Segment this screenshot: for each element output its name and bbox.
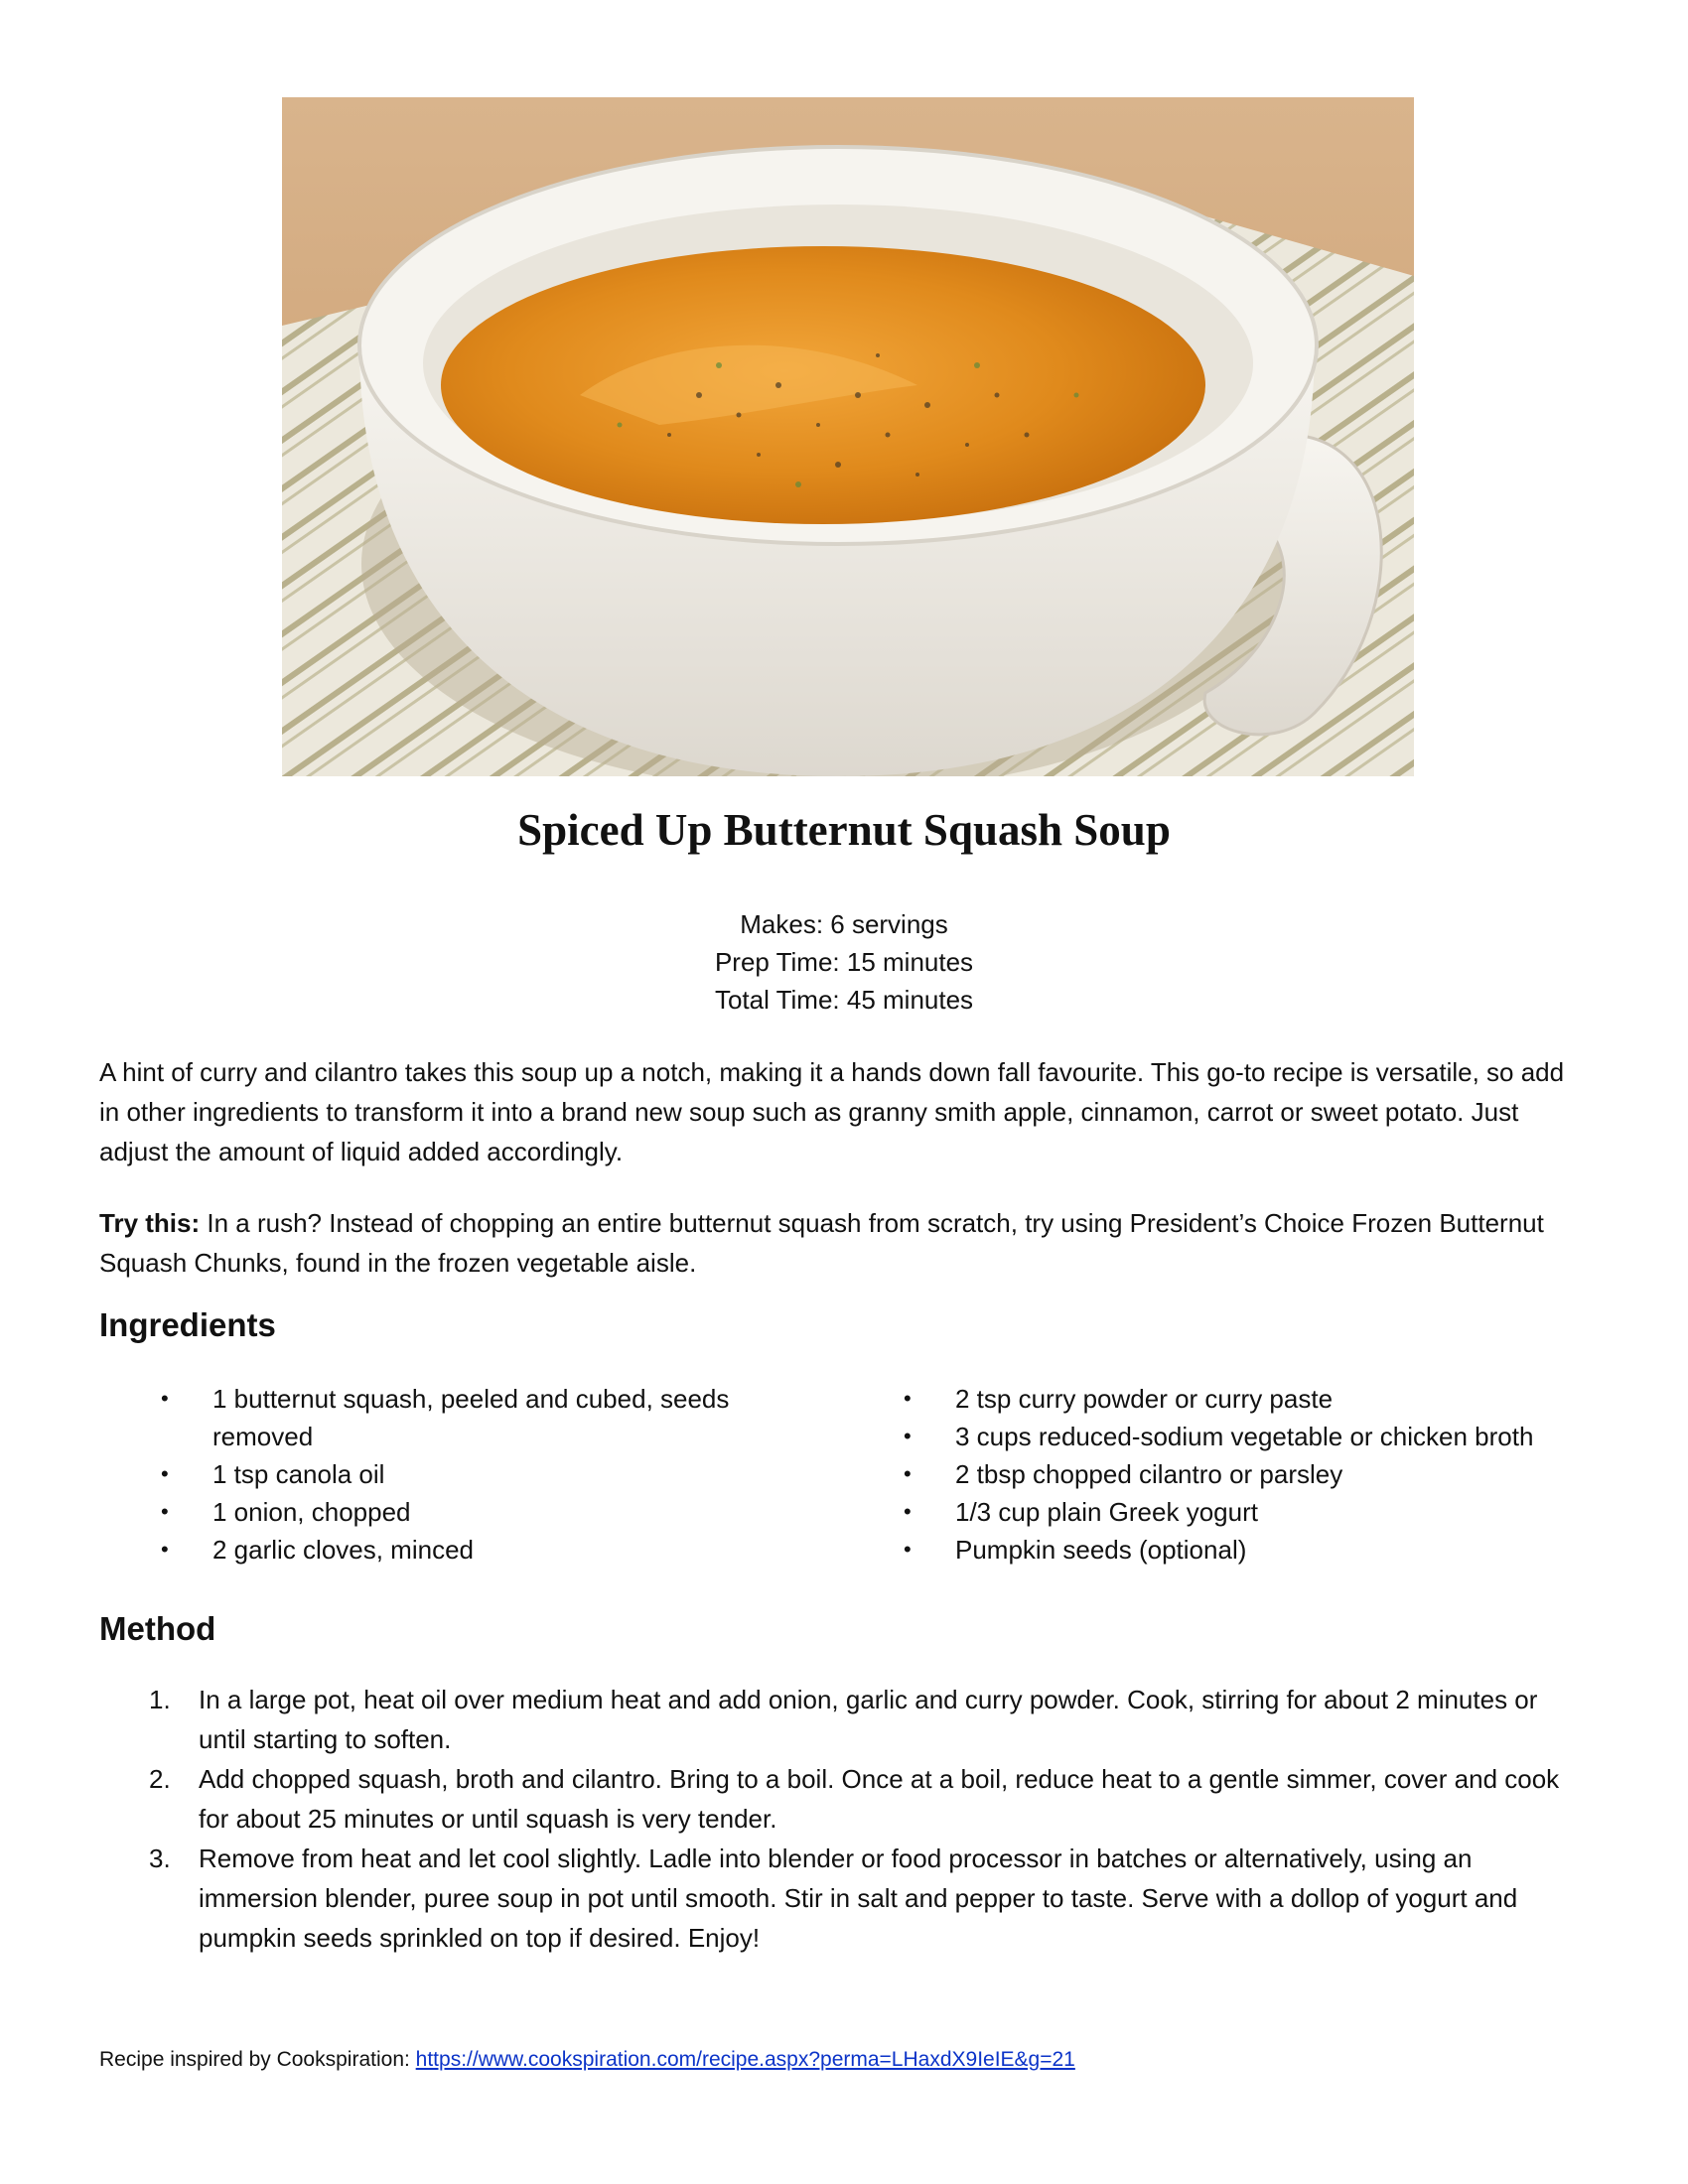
method-step	[149, 1680, 1589, 1759]
bullet-icon: •	[904, 1499, 912, 1524]
recipe-meta	[0, 905, 1688, 1019]
bullet-icon: •	[904, 1461, 912, 1486]
bullet-icon: •	[161, 1386, 169, 1411]
recipe-title: Spiced Up Butternut Squash Soup	[517, 805, 1171, 855]
try-this-label: Try this:	[99, 1208, 201, 1238]
list-item: • 1/3 cup plain Greek yogurt	[955, 1493, 1541, 1531]
intro-paragraph: A hint of curry and cilantro takes this soup up a notch, making it a hands down fall favourite. This go-to recipe is versatile, so add in other ingredients to transform it into a brand new soup such as granny smith apple, cinnamon, carrot or sweet potato. Just adjust the amount of liquid added accordingly.	[99, 1057, 1565, 1166]
method-step	[149, 1839, 1589, 1958]
list-item: • 1 tsp canola oil	[212, 1455, 798, 1493]
step-number: 1.	[149, 1685, 171, 1714]
method-step	[149, 1759, 1589, 1839]
step-text: In a large pot, heat oil over medium heat and add onion, garlic and curry powder. Cook, stirring for about 2 minutes or until starting to soften.	[199, 1685, 1538, 1754]
list-item: • 2 garlic cloves, minced	[212, 1531, 798, 1569]
step-number: 3.	[149, 1843, 171, 1873]
list-item: • 2 tsp curry powder or curry paste	[955, 1380, 1541, 1418]
servings-text: Makes: 6 servings	[740, 909, 948, 939]
list-item: • 3 cups reduced-sodium vegetable or chicken broth	[955, 1418, 1541, 1455]
list-item: • 1 onion, chopped	[212, 1493, 798, 1531]
ingredients-list-left	[161, 1380, 798, 1569]
bullet-icon: •	[161, 1537, 169, 1562]
list-item: • 1 butternut squash, peeled and cubed, seeds removed	[212, 1380, 798, 1455]
footer-credit	[99, 2048, 1075, 2072]
footer-label: Recipe inspired by Cookspiration:	[99, 2048, 416, 2071]
step-text: Add chopped squash, broth and cilantro. Bring to a boil. Once at a boil, reduce heat to a gentle simmer, cover and cook for about 25 minutes or until squash is very tender.	[199, 1764, 1560, 1834]
step-text: Remove from heat and let cool slightly. Ladle into blender or food processor in batches or alternatively, using an immersion blender, puree soup in pot until smooth. Stir in salt and pepper to taste. Serve with a dollop of yogurt and pumpkin seeds sprinkled on top if desired. Enjoy!	[199, 1843, 1518, 1953]
bullet-icon: •	[904, 1386, 912, 1411]
cookspiration-link[interactable]: https://www.cookspiration.com/recipe.aspx?perma=LHaxdX9IeIE&g=21	[415, 2048, 1075, 2071]
bullet-icon: •	[904, 1537, 912, 1562]
bullet-icon: •	[161, 1461, 169, 1486]
method-steps	[149, 1680, 1589, 1958]
ingredients-heading: Ingredients	[99, 1306, 276, 1343]
list-item: • 2 tbsp chopped cilantro or parsley	[955, 1455, 1541, 1493]
try-this-text: In a rush? Instead of chopping an entire butternut squash from scratch, try using President’s Choice Frozen Butternut Squash Chunks, found in the frozen vegetable aisle.	[99, 1208, 1544, 1278]
bullet-icon: •	[161, 1499, 169, 1524]
try-this-paragraph	[99, 1203, 1589, 1283]
step-number: 2.	[149, 1764, 171, 1794]
list-item: • Pumpkin seeds (optional)	[955, 1531, 1541, 1569]
total-time-text: Total Time: 45 minutes	[714, 985, 974, 1015]
soup-bowl-photo	[282, 97, 1414, 776]
bullet-icon: •	[904, 1424, 912, 1448]
prep-time-text: Prep Time: 15 minutes	[714, 947, 974, 977]
ingredients-list-right	[904, 1380, 1541, 1569]
method-heading: Method	[99, 1610, 216, 1647]
